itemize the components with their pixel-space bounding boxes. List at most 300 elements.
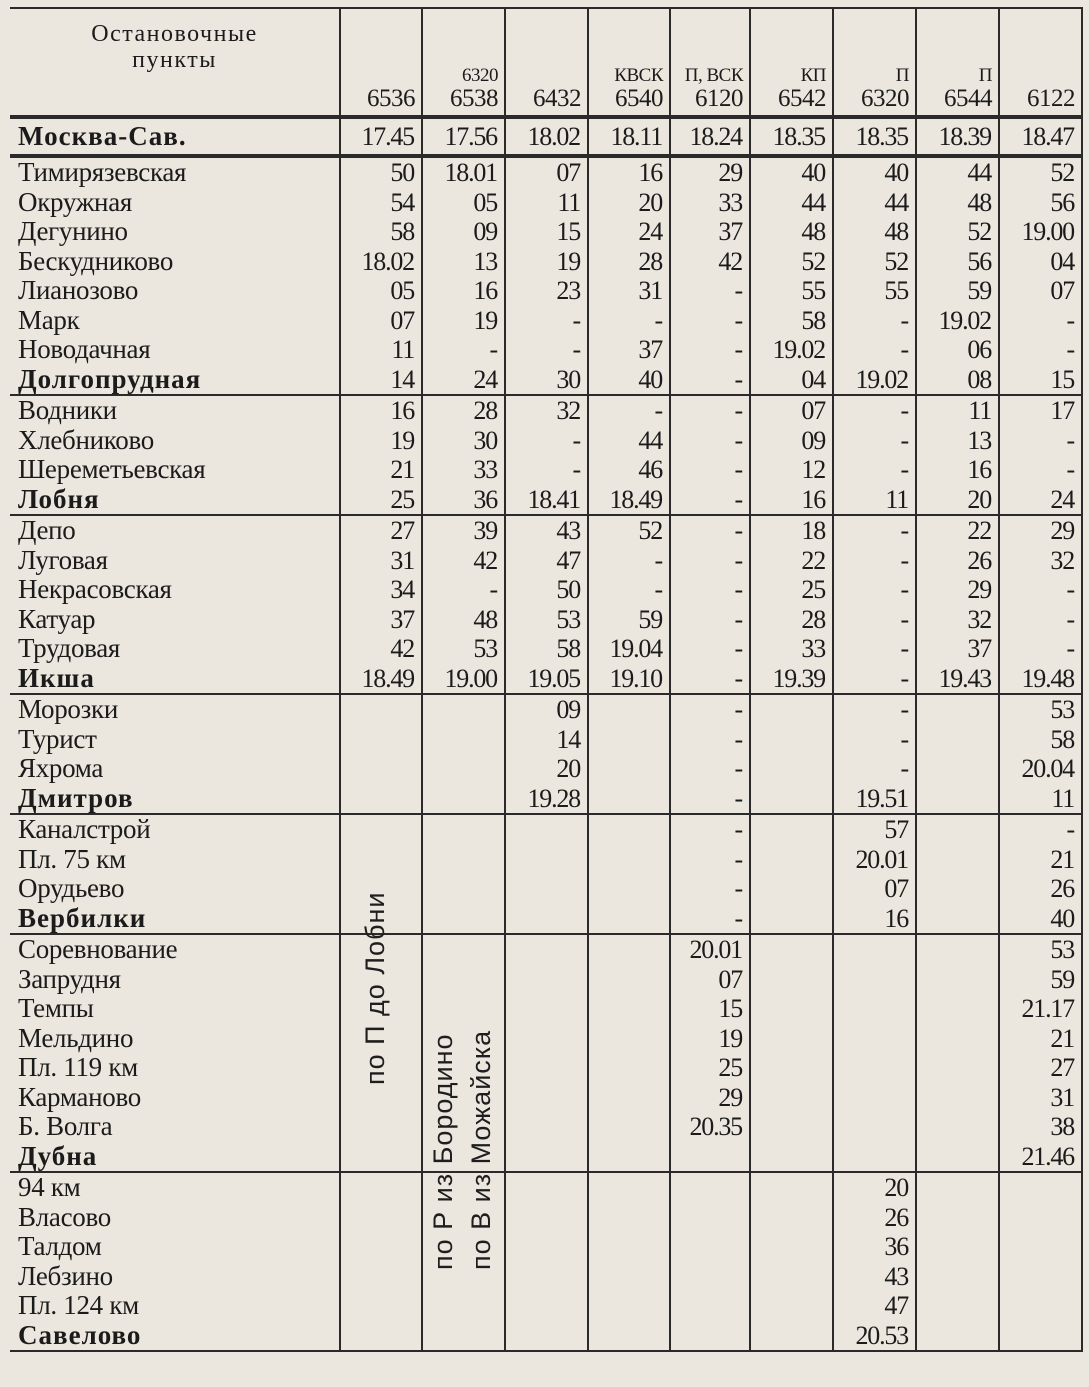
station-name: Турист bbox=[18, 724, 97, 754]
time-cell: 32 bbox=[999, 546, 1082, 576]
time-cell: 37 bbox=[340, 605, 422, 635]
time-cell bbox=[916, 965, 999, 995]
time-cell: - bbox=[670, 455, 750, 485]
train-number: 6320 bbox=[861, 85, 909, 112]
time-cell bbox=[340, 1291, 422, 1321]
time-cell: 13 bbox=[916, 426, 999, 456]
time-cell: 15 bbox=[505, 217, 588, 247]
time-cell: 06 bbox=[916, 335, 999, 365]
time-cell: 46 bbox=[588, 455, 670, 485]
time-cell: 27 bbox=[999, 1053, 1082, 1083]
time-cell bbox=[422, 784, 505, 815]
time-cell: 58 bbox=[999, 725, 1082, 755]
time-cell: 18.41 bbox=[505, 485, 588, 516]
time-cell bbox=[588, 874, 670, 904]
station-name: Депо bbox=[10, 515, 340, 546]
time-cell bbox=[505, 1083, 588, 1113]
time-cell: 20 bbox=[833, 1172, 916, 1203]
time-cell: 19 bbox=[340, 426, 422, 456]
time-cell: 25 bbox=[670, 1053, 750, 1083]
time-cell: - bbox=[588, 575, 670, 605]
station-name: Шереметьевская bbox=[18, 455, 206, 485]
time-cell: 14 bbox=[340, 365, 422, 396]
time-cell: 07 bbox=[505, 156, 588, 188]
time-cell bbox=[340, 754, 422, 784]
station-row bbox=[10, 814, 1082, 845]
time-cell: 24 bbox=[999, 485, 1082, 516]
time-cell: 40 bbox=[999, 904, 1082, 935]
time-cell: - bbox=[999, 426, 1082, 456]
time-cell: - bbox=[999, 634, 1082, 664]
time-cell bbox=[588, 754, 670, 784]
time-cell: 19 bbox=[670, 1024, 750, 1054]
time-cell bbox=[422, 814, 505, 845]
time-cell: 31 bbox=[588, 276, 670, 306]
time-cell bbox=[340, 1142, 422, 1173]
station-name: Лобня bbox=[18, 484, 100, 514]
station-row bbox=[10, 426, 1082, 456]
station-row bbox=[10, 306, 1082, 336]
time-cell bbox=[588, 845, 670, 875]
time-cell: 21.46 bbox=[999, 1142, 1082, 1173]
station-name: Лианозово bbox=[18, 276, 139, 306]
time-cell bbox=[505, 814, 588, 845]
time-cell bbox=[588, 725, 670, 755]
time-cell: 52 bbox=[999, 156, 1082, 188]
time-cell: - bbox=[422, 575, 505, 605]
time-cell: - bbox=[670, 426, 750, 456]
time-cell: - bbox=[833, 426, 916, 456]
time-cell bbox=[340, 725, 422, 755]
time-cell bbox=[916, 994, 999, 1024]
time-cell bbox=[833, 994, 916, 1024]
time-cell: 43 bbox=[505, 515, 588, 546]
time-cell: 21 bbox=[999, 1024, 1082, 1054]
train-column-header bbox=[588, 8, 670, 117]
time-cell: - bbox=[999, 306, 1082, 336]
time-cell: - bbox=[588, 306, 670, 336]
time-cell: 12 bbox=[750, 455, 833, 485]
station-name: Талдом bbox=[18, 1232, 102, 1262]
station-row bbox=[10, 994, 1082, 1024]
station-row bbox=[10, 276, 1082, 306]
time-cell bbox=[750, 1232, 833, 1262]
time-cell: 48 bbox=[916, 188, 999, 218]
time-cell: - bbox=[670, 395, 750, 426]
station-row bbox=[10, 395, 1082, 426]
time-cell bbox=[340, 1112, 422, 1142]
time-cell: 07 bbox=[340, 306, 422, 336]
time-cell bbox=[505, 1203, 588, 1233]
station-name: Карманово bbox=[18, 1082, 141, 1112]
time-cell: - bbox=[670, 515, 750, 546]
time-cell: 20 bbox=[588, 188, 670, 218]
time-cell: 19.39 bbox=[750, 664, 833, 695]
train-column-header bbox=[833, 8, 916, 117]
time-cell: 20.01 bbox=[833, 845, 916, 875]
time-cell: 44 bbox=[750, 188, 833, 218]
time-cell bbox=[750, 725, 833, 755]
time-cell: 19 bbox=[422, 306, 505, 336]
time-cell: - bbox=[999, 335, 1082, 365]
train-column-header bbox=[916, 8, 999, 117]
time-cell: 29 bbox=[999, 515, 1082, 546]
time-cell bbox=[670, 1142, 750, 1173]
time-cell bbox=[916, 1083, 999, 1113]
time-cell bbox=[588, 1291, 670, 1321]
time-cell bbox=[588, 1024, 670, 1054]
station-row bbox=[10, 365, 1082, 396]
time-cell bbox=[750, 965, 833, 995]
route-note-col2a: по Р из Бородино bbox=[428, 1033, 458, 1270]
time-cell: - bbox=[833, 725, 916, 755]
time-cell: 28 bbox=[422, 395, 505, 426]
station-name: Бескудниково bbox=[18, 246, 174, 276]
time-cell: 19.28 bbox=[505, 784, 588, 815]
time-cell: 21 bbox=[999, 845, 1082, 875]
time-cell: 34 bbox=[340, 575, 422, 605]
time-cell bbox=[833, 1083, 916, 1113]
time-cell: 55 bbox=[833, 276, 916, 306]
time-cell: 09 bbox=[505, 694, 588, 725]
station-name: Соревнование bbox=[10, 934, 340, 965]
time-cell: 36 bbox=[833, 1232, 916, 1262]
station-row bbox=[10, 904, 1082, 935]
time-cell: 47 bbox=[833, 1291, 916, 1321]
time-cell: - bbox=[670, 485, 750, 516]
station-row bbox=[10, 1112, 1082, 1142]
time-cell: 20 bbox=[505, 754, 588, 784]
time-cell: 09 bbox=[422, 217, 505, 247]
time-cell bbox=[340, 1232, 422, 1262]
time-cell: 57 bbox=[833, 814, 916, 845]
time-cell: 44 bbox=[916, 156, 999, 188]
time-cell: 24 bbox=[422, 365, 505, 396]
time-cell: - bbox=[670, 725, 750, 755]
time-cell: 56 bbox=[999, 188, 1082, 218]
time-cell bbox=[750, 814, 833, 845]
time-cell: 19 bbox=[505, 247, 588, 277]
train-mark: КВСК bbox=[614, 65, 663, 86]
time-cell bbox=[340, 1321, 422, 1352]
time-cell bbox=[916, 1142, 999, 1173]
timetable bbox=[10, 7, 1083, 1352]
time-cell: - bbox=[670, 546, 750, 576]
time-cell: - bbox=[833, 306, 916, 336]
time-cell: 19.48 bbox=[999, 664, 1082, 695]
train-column-header bbox=[422, 8, 505, 117]
time-cell: 53 bbox=[422, 634, 505, 664]
time-cell: 50 bbox=[340, 156, 422, 188]
time-cell bbox=[833, 965, 916, 995]
time-cell: 11 bbox=[999, 784, 1082, 815]
station-row bbox=[10, 1083, 1082, 1113]
time-cell: 48 bbox=[422, 605, 505, 635]
time-cell bbox=[505, 994, 588, 1024]
time-cell bbox=[588, 904, 670, 935]
time-cell: 29 bbox=[670, 1083, 750, 1113]
time-cell: 37 bbox=[916, 634, 999, 664]
time-cell bbox=[916, 694, 999, 725]
time-cell: - bbox=[670, 634, 750, 664]
time-cell: 17.56 bbox=[422, 117, 505, 156]
time-cell: - bbox=[670, 754, 750, 784]
time-cell bbox=[916, 1291, 999, 1321]
time-cell: - bbox=[999, 605, 1082, 635]
time-cell bbox=[670, 1203, 750, 1233]
station-name: Трудовая bbox=[18, 634, 121, 664]
time-cell: 39 bbox=[422, 515, 505, 546]
time-cell: 13 bbox=[422, 247, 505, 277]
time-cell: 19.04 bbox=[588, 634, 670, 664]
station-row bbox=[10, 965, 1082, 995]
time-cell: - bbox=[999, 575, 1082, 605]
time-cell bbox=[422, 845, 505, 875]
time-cell: 14 bbox=[505, 725, 588, 755]
station-row bbox=[10, 1321, 1082, 1352]
time-cell: 42 bbox=[422, 546, 505, 576]
time-cell bbox=[750, 1112, 833, 1142]
time-cell: - bbox=[670, 365, 750, 396]
time-cell: 07 bbox=[670, 965, 750, 995]
time-cell bbox=[916, 934, 999, 965]
train-number: 6544 bbox=[944, 85, 992, 112]
train-mark: П, ВСК bbox=[684, 65, 743, 86]
time-cell: 24 bbox=[588, 217, 670, 247]
station-name: Икша bbox=[18, 663, 95, 693]
time-cell bbox=[750, 1142, 833, 1173]
time-cell: 18.35 bbox=[833, 117, 916, 156]
time-cell: - bbox=[670, 575, 750, 605]
time-cell bbox=[750, 1053, 833, 1083]
time-cell: 16 bbox=[916, 455, 999, 485]
time-cell: 18.01 bbox=[422, 156, 505, 188]
station-row bbox=[10, 605, 1082, 635]
time-cell: 05 bbox=[422, 188, 505, 218]
time-cell: - bbox=[588, 546, 670, 576]
train-number: 6538 bbox=[450, 85, 498, 112]
time-cell: 18.49 bbox=[588, 485, 670, 516]
station-row bbox=[10, 1232, 1082, 1262]
time-cell: 30 bbox=[422, 426, 505, 456]
time-cell bbox=[916, 845, 999, 875]
time-cell: 30 bbox=[505, 365, 588, 396]
time-cell bbox=[588, 934, 670, 965]
time-cell: 21.17 bbox=[999, 994, 1082, 1024]
time-cell: - bbox=[833, 754, 916, 784]
time-cell: 19.05 bbox=[505, 664, 588, 695]
time-cell: 53 bbox=[999, 934, 1082, 965]
train-number: 6542 bbox=[778, 85, 826, 112]
time-cell: 16 bbox=[833, 904, 916, 935]
time-cell bbox=[588, 1172, 670, 1203]
time-cell: 50 bbox=[505, 575, 588, 605]
time-cell: 18.11 bbox=[588, 117, 670, 156]
time-cell: 18.39 bbox=[916, 117, 999, 156]
station-row bbox=[10, 874, 1082, 904]
time-cell: 38 bbox=[999, 1112, 1082, 1142]
station-row bbox=[10, 1053, 1082, 1083]
train-mark: КП bbox=[800, 65, 826, 86]
station-row bbox=[10, 217, 1082, 247]
time-cell bbox=[588, 814, 670, 845]
time-cell: 47 bbox=[505, 546, 588, 576]
time-cell: - bbox=[833, 694, 916, 725]
station-name: Луговая bbox=[18, 545, 108, 575]
time-cell bbox=[999, 1203, 1082, 1233]
time-cell: 31 bbox=[340, 546, 422, 576]
time-cell: 19.51 bbox=[833, 784, 916, 815]
time-cell bbox=[340, 1083, 422, 1113]
time-cell: 22 bbox=[916, 515, 999, 546]
time-cell bbox=[505, 1291, 588, 1321]
station-row bbox=[10, 725, 1082, 755]
time-cell bbox=[422, 904, 505, 935]
time-cell bbox=[916, 814, 999, 845]
time-cell: 20.04 bbox=[999, 754, 1082, 784]
time-cell: - bbox=[670, 694, 750, 725]
time-cell: 11 bbox=[916, 395, 999, 426]
time-cell: - bbox=[670, 664, 750, 695]
time-cell: 07 bbox=[999, 276, 1082, 306]
time-cell: 59 bbox=[999, 965, 1082, 995]
time-cell bbox=[916, 1053, 999, 1083]
time-cell bbox=[999, 1321, 1082, 1352]
time-cell: 29 bbox=[670, 156, 750, 188]
station-name: Пл. 75 км bbox=[18, 844, 126, 874]
time-cell: 18.35 bbox=[750, 117, 833, 156]
train-number: 6540 bbox=[615, 85, 663, 112]
time-cell: 33 bbox=[750, 634, 833, 664]
time-cell bbox=[588, 1053, 670, 1083]
station-name: Дмитров bbox=[18, 783, 134, 813]
station-row bbox=[10, 335, 1082, 365]
time-cell: 21 bbox=[340, 455, 422, 485]
station-name: Власово bbox=[18, 1202, 111, 1232]
time-cell bbox=[588, 994, 670, 1024]
time-cell: 37 bbox=[588, 335, 670, 365]
time-cell bbox=[588, 1112, 670, 1142]
time-cell bbox=[422, 994, 505, 1024]
time-cell bbox=[750, 1203, 833, 1233]
time-cell: - bbox=[670, 276, 750, 306]
station-name: 94 км bbox=[10, 1172, 340, 1203]
time-cell: 33 bbox=[422, 455, 505, 485]
time-cell: 20.35 bbox=[670, 1112, 750, 1142]
time-cell bbox=[340, 784, 422, 815]
time-cell: 22 bbox=[750, 546, 833, 576]
station-name: Б. Волга bbox=[18, 1112, 113, 1142]
station-name: Пл. 119 км bbox=[18, 1053, 138, 1083]
time-cell bbox=[750, 1172, 833, 1203]
station-row bbox=[10, 575, 1082, 605]
time-cell: - bbox=[670, 605, 750, 635]
train-mark: П bbox=[978, 65, 992, 86]
station-name: Запрудня bbox=[18, 964, 121, 994]
time-cell: 54 bbox=[340, 188, 422, 218]
station-row bbox=[10, 515, 1082, 546]
time-cell: 20.01 bbox=[670, 934, 750, 965]
time-cell: 16 bbox=[340, 395, 422, 426]
time-cell: 40 bbox=[750, 156, 833, 188]
time-cell bbox=[750, 694, 833, 725]
time-cell: 44 bbox=[833, 188, 916, 218]
time-cell bbox=[422, 965, 505, 995]
station-row bbox=[10, 188, 1082, 218]
station-name: Москва-Сав. bbox=[10, 117, 340, 156]
time-cell bbox=[916, 1024, 999, 1054]
time-cell: - bbox=[588, 395, 670, 426]
time-cell: 52 bbox=[588, 515, 670, 546]
time-cell bbox=[916, 1321, 999, 1352]
time-cell: 28 bbox=[588, 247, 670, 277]
train-number: 6432 bbox=[533, 85, 581, 112]
train-number: 6536 bbox=[367, 85, 415, 112]
time-cell: 11 bbox=[505, 188, 588, 218]
time-cell: - bbox=[833, 575, 916, 605]
station-name: Вербилки bbox=[18, 903, 147, 933]
time-cell: - bbox=[833, 455, 916, 485]
station-row bbox=[10, 934, 1082, 965]
time-cell: - bbox=[833, 634, 916, 664]
stops-title-line1: Остановочные bbox=[91, 21, 258, 47]
time-cell bbox=[505, 874, 588, 904]
time-cell: - bbox=[670, 904, 750, 935]
time-cell bbox=[916, 1262, 999, 1292]
station-row bbox=[10, 1262, 1082, 1292]
time-cell bbox=[750, 1024, 833, 1054]
station-name: Новодачная bbox=[18, 335, 151, 365]
station-row bbox=[10, 455, 1082, 485]
time-cell bbox=[422, 1321, 505, 1352]
time-cell: 53 bbox=[505, 605, 588, 635]
time-cell: 58 bbox=[340, 217, 422, 247]
station-row bbox=[10, 694, 1082, 725]
time-cell bbox=[833, 1024, 916, 1054]
time-cell: - bbox=[670, 335, 750, 365]
time-cell: - bbox=[505, 335, 588, 365]
time-cell bbox=[750, 845, 833, 875]
time-cell: 58 bbox=[505, 634, 588, 664]
station-row bbox=[10, 485, 1082, 516]
time-cell bbox=[916, 874, 999, 904]
time-cell bbox=[505, 1053, 588, 1083]
time-cell: 11 bbox=[340, 335, 422, 365]
time-cell: 15 bbox=[670, 994, 750, 1024]
time-cell: 23 bbox=[505, 276, 588, 306]
time-cell bbox=[340, 694, 422, 725]
train-column-header bbox=[750, 8, 833, 117]
station-row bbox=[10, 634, 1082, 664]
station-name: Хлебниково bbox=[18, 425, 154, 455]
route-note-col2b: по В из Можайска bbox=[466, 1029, 496, 1270]
time-cell bbox=[670, 1172, 750, 1203]
station-row bbox=[10, 1203, 1082, 1233]
time-cell: 19.10 bbox=[588, 664, 670, 695]
time-cell bbox=[422, 754, 505, 784]
time-cell: 55 bbox=[750, 276, 833, 306]
stops-title-line2: пункты bbox=[132, 47, 217, 73]
time-cell bbox=[750, 934, 833, 965]
train-column-header bbox=[999, 8, 1082, 117]
time-cell: 19.02 bbox=[750, 335, 833, 365]
time-cell bbox=[999, 1232, 1082, 1262]
time-cell: 42 bbox=[340, 634, 422, 664]
time-cell: - bbox=[505, 455, 588, 485]
time-cell: 27 bbox=[340, 515, 422, 546]
time-cell: - bbox=[505, 306, 588, 336]
time-cell: - bbox=[670, 814, 750, 845]
